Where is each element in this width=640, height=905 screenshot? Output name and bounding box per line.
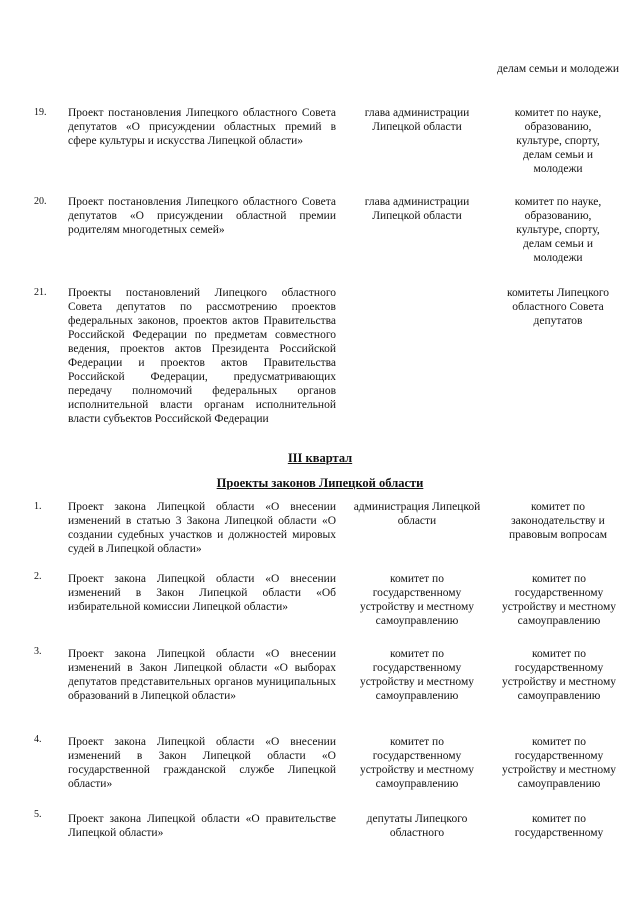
row-initiator: депутаты Липецкого областного bbox=[366, 813, 468, 839]
row-responsible: комитет по государственному устройству и местному самоуправлению bbox=[501, 573, 616, 627]
row-description: Проект закона Липецкой области «О внесении изменений в Закон Липецкой области «О государственной гражданской службе Липецкой области» bbox=[68, 736, 336, 790]
row-description: Проект закона Липецкой области «О правительстве Липецкой области» bbox=[68, 813, 336, 839]
row-responsible: комитет по науке, образованию, культуре, спорту, делам семьи и молодежи bbox=[514, 107, 602, 175]
row-description: Проект постановления Липецкого областного Совета депутатов «О присуждении областных премий в сфере культуры и искусства Липецкой области» bbox=[68, 107, 336, 147]
row-description: Проект закона Липецкой области «О внесении изменений в Закон Липецкой области «О выборах депутатов представительных органов муниципальных образований в Липецкой области» bbox=[68, 648, 336, 702]
row-number: 20. bbox=[34, 196, 47, 207]
row-initiator: глава администрации Липецкой области bbox=[364, 107, 470, 133]
row-number: 5. bbox=[34, 809, 42, 820]
row-number: 21. bbox=[34, 287, 47, 298]
row-description: Проект постановления Липецкого областного Совета депутатов «О присуждении областной премии родителям многодетных семей» bbox=[68, 196, 336, 236]
row-description: Проект закона Липецкой области «О внесении изменений в статью 3 Закона Липецкой области «О создании судебных участков и должностей мировых судей в Липецкой области» bbox=[68, 501, 336, 555]
quarter-heading: III квартал bbox=[287, 451, 353, 465]
row-responsible: комитеты Липецкого областного Совета депутатов bbox=[506, 287, 610, 327]
row-responsible: комитет по государственному устройству и местному самоуправлению bbox=[501, 648, 616, 702]
row-initiator: глава администрации Липецкой области bbox=[364, 196, 470, 222]
section-heading: Проекты законов Липецкой области bbox=[216, 476, 424, 490]
row-initiator: комитет по государственному устройству и местному самоуправлению bbox=[359, 736, 474, 790]
row-responsible: комитет по государственному устройству и местному самоуправлению bbox=[501, 736, 616, 790]
row-description: Проекты постановлений Липецкого областного Совета депутатов по рассмотрению проектов федеральных законов, проектов актов Правительства Российской Федерации по предметам совместного ведения, проектов актов Президента Российской Федерации и проектов актов Правительства Российской Федерации, предусматривающих передачу полномочий федеральных органов исполнительной власти органам исполнительной власти субъектов Российской Федерации bbox=[68, 287, 336, 425]
row-number: 1. bbox=[34, 501, 42, 512]
row-responsible: комитет по науке, образованию, культуре, спорту, делам семьи и молодежи bbox=[514, 196, 602, 264]
row-responsible: комитет по государственному bbox=[514, 813, 604, 839]
row-number: 4. bbox=[34, 734, 42, 745]
row-description: Проект закона Липецкой области «О внесении изменений в Закон Липецкой области «Об избирательной комиссии Липецкой области» bbox=[68, 573, 336, 613]
row-initiator: комитет по государственному устройству и местному самоуправлению bbox=[359, 573, 474, 627]
row-initiator: администрация Липецкой области bbox=[353, 501, 481, 527]
row-number: 3. bbox=[34, 646, 42, 657]
row-number: 19. bbox=[34, 107, 47, 118]
row-number: 2. bbox=[34, 571, 42, 582]
row-initiator: комитет по государственному устройству и местному самоуправлению bbox=[359, 648, 474, 702]
carried-over-responsible: делам семьи и молодежи bbox=[497, 63, 619, 75]
row-responsible: комитет по законодательству и правовым вопросам bbox=[508, 501, 608, 541]
